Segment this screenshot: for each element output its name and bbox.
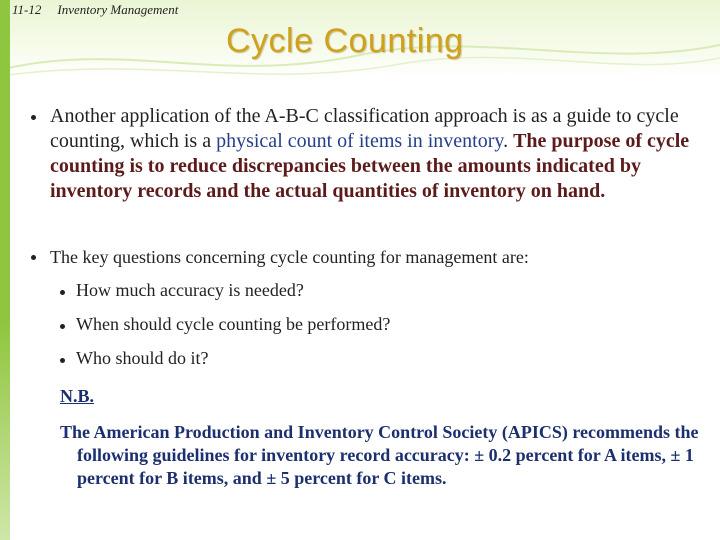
chapter-title: Inventory Management — [57, 2, 179, 17]
bullet-icon — [31, 115, 36, 120]
bullet-cycle-counting-definition — [50, 104, 690, 204]
slide-title: Cycle Counting — [226, 22, 464, 60]
bullet-highlight: physical count of items in inventory — [216, 130, 504, 152]
bullet-icon — [31, 255, 36, 260]
sub-bullet-icon — [60, 358, 65, 363]
sub-bullet-icon — [60, 324, 65, 329]
chapter-number: 11-12 — [12, 2, 42, 17]
sub-bullet-timing: When should cycle counting be performed? — [76, 314, 391, 334]
sub-bullet-accuracy: How much accuracy is needed? — [76, 280, 304, 300]
sub-bullet-who: Who should do it? — [76, 348, 209, 368]
note-label: N.B. — [60, 386, 95, 406]
bullet-emphasis: The purpose of cycle counting is to reduce discrepancies between the amounts indicated by inventory records and the actual quantities of inventory on hand. — [50, 130, 690, 202]
bullet-period: . — [503, 130, 514, 152]
note-text: The American Production and Inventory Control Society (APICS) recommends the following guidelines for inventory record accuracy: ± 0.2 percent for A items, ± 1 percent for B items, and ± 5 percent for C items. — [60, 422, 699, 488]
bullet-text: Another application of the A-B-C classification approach is as a guide to cycle counting, which is a — [50, 105, 679, 152]
sub-bullet-icon — [60, 290, 65, 295]
bullet-key-questions: The key questions concerning cycle counting for management are: — [50, 247, 529, 267]
